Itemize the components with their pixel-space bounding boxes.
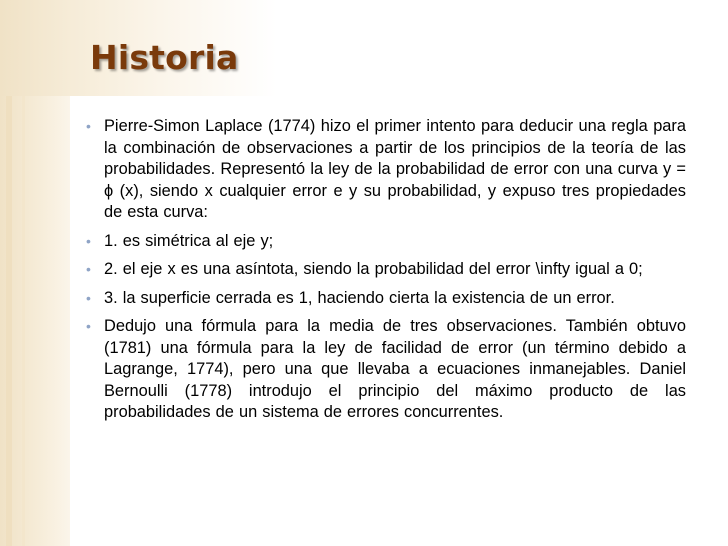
- bullet-item: [86, 231, 686, 253]
- bullet-icon: •: [86, 289, 91, 306]
- bullet-icon: •: [86, 232, 91, 249]
- bullet-text: 2. el eje x es una asíntota, siendo la probabilidad del error \infty igual a 0;: [104, 260, 643, 278]
- slide-title: Historia: [90, 38, 239, 77]
- bullet-text: 3. la superficie cerrada es 1, haciendo cierta la existencia de un error.: [104, 288, 615, 307]
- bullet-icon: •: [86, 118, 91, 134]
- bullet-item: [86, 316, 686, 424]
- bullet-text: Pierre-Simon Laplace (1774) hizo el primer intento para deducir una regla para la combinación de observaciones a partir de los principios de la teoría de las probabilidades. Representó la ley de la probabilidad de error con una curva y = ϕ (x), siendo x cualquier error e y su probabilidad, y expuso tres propiedades de esta curva:: [104, 117, 686, 221]
- bullet-icon: •: [86, 261, 91, 277]
- bullet-icon: •: [86, 318, 91, 334]
- bullet-item: [86, 259, 686, 281]
- bullet-item: [86, 288, 686, 310]
- bullet-list: [86, 116, 686, 431]
- bullet-item: [86, 116, 686, 224]
- bullet-text: 1. es simétrica al eje y;: [104, 231, 274, 250]
- bullet-text: Dedujo una fórmula para la media de tres observaciones. También obtuvo (1781) una fórmula para la ley de facilidad de error (un término debido a Lagrange, 1774), pero una que llevaba a ecuaciones inmanejables. Daniel Bernoulli (1778) introdujo el principio del máximo producto de las probabilidades de un sistema de errores concurrentes.: [104, 317, 686, 421]
